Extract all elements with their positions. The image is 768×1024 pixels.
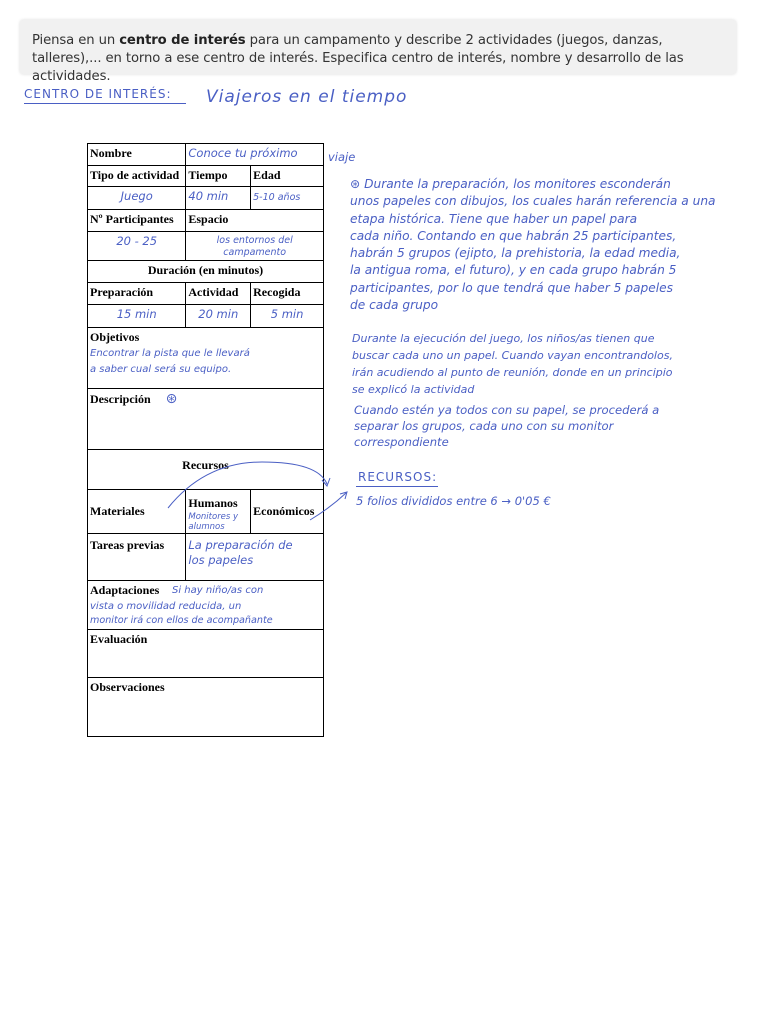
adaptaciones-handwriting: vista o movilidad reducida, un xyxy=(90,601,242,612)
asterisk-marker-icon: ⊛ xyxy=(165,391,178,407)
label-recursos: Recursos xyxy=(88,450,324,490)
participantes-handwriting: 20 - 25 xyxy=(116,234,158,248)
label-humanos: Humanos xyxy=(188,496,238,510)
adaptaciones-handwriting: Si hay niño/as con xyxy=(172,585,264,596)
label-adaptaciones: Adaptaciones xyxy=(90,583,160,597)
arrow-economicos xyxy=(310,493,346,520)
tareas-handwriting: La preparación de xyxy=(188,538,293,552)
label-recogida: Recogida xyxy=(251,283,324,305)
edad-handwriting: 5-10 años xyxy=(253,192,301,203)
humanos-handwriting: alumnos xyxy=(188,522,225,532)
label-observaciones: Observaciones xyxy=(90,680,165,694)
label-duracion: Duración (en minutos) xyxy=(88,261,324,283)
tiempo-handwriting: 40 min xyxy=(188,189,229,203)
note-line: buscar cada uno un papel. Cuando vayan encontrandolos, xyxy=(352,349,673,362)
espacio-handwriting: campamento xyxy=(223,247,287,258)
espacio-handwriting: los entornos del xyxy=(216,235,293,246)
note-line: cada niño. Contando en que habrán 25 participantes, xyxy=(350,228,677,243)
recursos-text: 5 folios divididos entre 6 → 0'05 € xyxy=(356,494,551,508)
label-descripcion: Descripción xyxy=(90,392,151,406)
label-tiempo: Tiempo xyxy=(186,166,251,187)
instructions-bold: centro de interés xyxy=(119,33,246,48)
instructions-part: para un campamento y describe 2 actividades (juegos, danzas, talleres),... en torno a ese centro de interés. Especifica centro de interés, nombre y desarrollo de las actividades. xyxy=(32,33,684,84)
recursos-title: RECURSOS: xyxy=(358,470,438,484)
label-nombre: Nombre xyxy=(88,144,186,166)
label-preparacion: Preparación xyxy=(88,283,186,305)
label-participantes: Nº Participantes xyxy=(88,210,186,232)
tipo-handwriting: Juego xyxy=(120,189,153,203)
arrow-materiales xyxy=(168,462,327,508)
objetivos-handwriting: a saber cual será su equipo. xyxy=(90,364,232,375)
nombre-overflow: viaje xyxy=(328,150,356,164)
note-line: se explicó la actividad xyxy=(352,383,475,396)
actividad-handwriting: 20 min xyxy=(198,307,239,321)
note-line: Cuando estén ya todos con su papel, se procederá a xyxy=(354,403,660,417)
note-line: Durante la preparación, los monitores esconderán xyxy=(364,177,671,191)
nombre-handwriting: Conoce tu próximo xyxy=(188,146,298,160)
note-line: habrán 5 grupos (ejipto, la prehistoria, la edad media, xyxy=(350,246,681,261)
note-line: la antigua roma, el futuro), y en cada grupo habrán 5 xyxy=(350,263,677,278)
label-objetivos: Objetivos xyxy=(90,330,140,344)
objetivos-handwriting: Encontrar la pista que le llevará xyxy=(90,348,250,359)
asterisk-marker-icon: ⊛ xyxy=(350,177,361,191)
note-line: de cada grupo xyxy=(350,298,439,313)
note-line: participantes, por lo que tendrá que haber 5 papeles xyxy=(350,280,673,295)
label-edad: Edad xyxy=(251,166,324,187)
label-actividad: Actividad xyxy=(186,283,251,305)
note-line: etapa histórica. Tiene que haber un papel para xyxy=(350,211,638,226)
label-espacio: Espacio xyxy=(186,210,324,232)
preparacion-handwriting: 15 min xyxy=(116,307,157,321)
instructions-part: Piensa en un xyxy=(32,33,120,48)
tareas-handwriting: los papeles xyxy=(188,553,254,567)
center-of-interest-value: Viajeros en el tiempo xyxy=(206,87,408,107)
note-line: correspondiente xyxy=(354,435,449,449)
label-materiales: Materiales xyxy=(88,490,186,534)
adaptaciones-handwriting: monitor irá con ellos de acompañante xyxy=(90,615,273,626)
note-line: Durante la ejecución del juego, los niños/as tienen que xyxy=(352,332,655,345)
label-tareas-previas: Tareas previas xyxy=(88,534,186,581)
label-tipo-actividad: Tipo de actividad xyxy=(88,166,186,187)
label-economicos: Económicos xyxy=(251,490,324,534)
recogida-handwriting: 5 min xyxy=(270,307,304,321)
note-line: irán acudiendo al punto de reunión, donde en un principio xyxy=(352,366,673,379)
label-evaluacion: Evaluación xyxy=(90,632,148,646)
center-of-interest-label: CENTRO DE INTERÉS: xyxy=(24,87,172,101)
humanos-handwriting: Monitores y xyxy=(188,512,239,522)
note-line: separar los grupos, cada uno con su monitor xyxy=(354,419,614,433)
note-line: unos papeles con dibujos, los cuales harán referencia a una xyxy=(350,194,716,209)
